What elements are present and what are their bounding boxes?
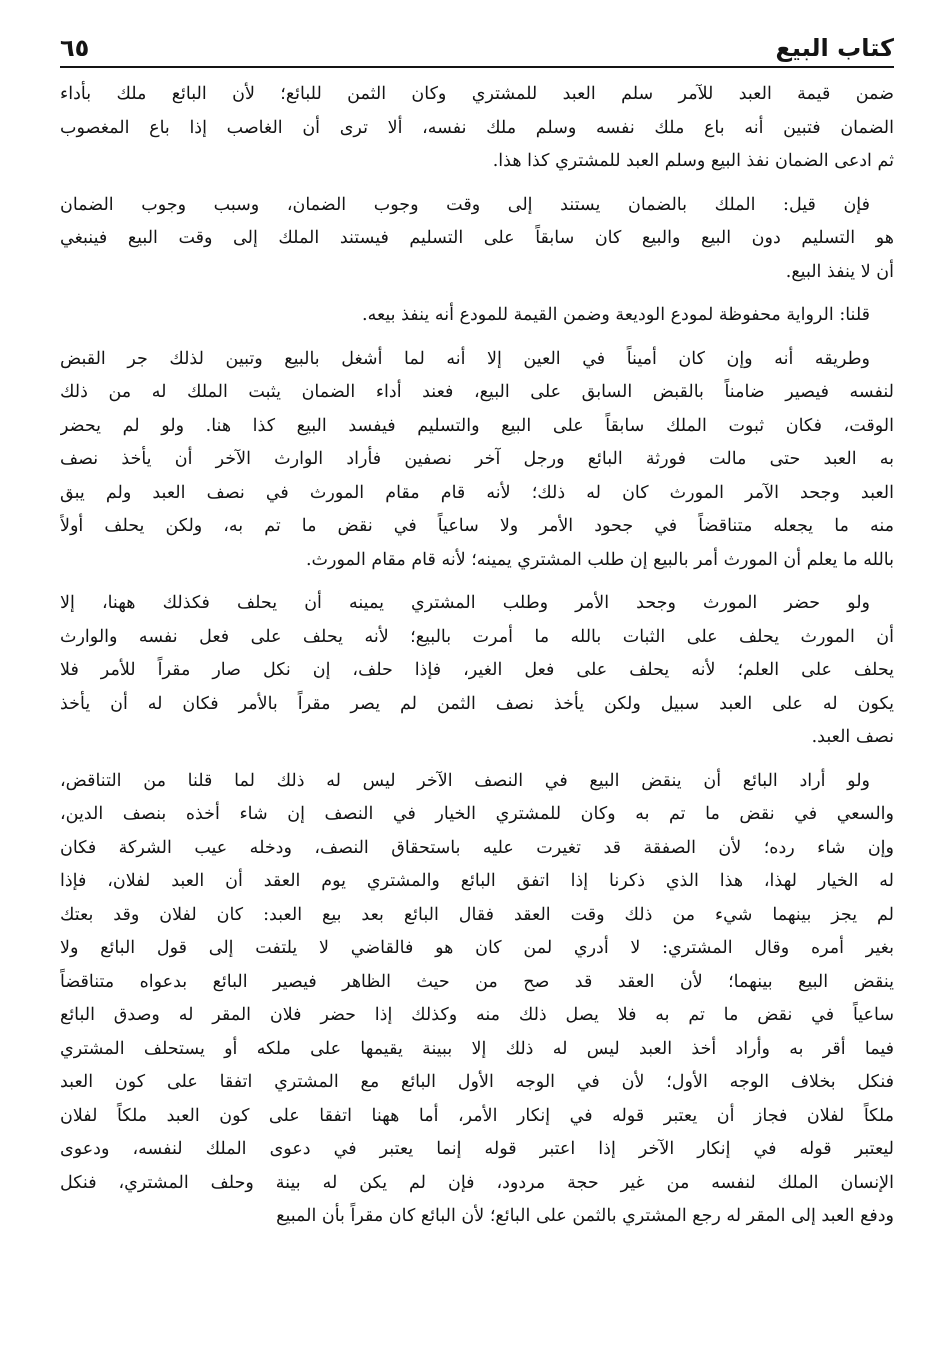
body-text (60, 78, 894, 1234)
text-line: فيما أقر به وأراد أخذ العبد ليس له ذلك إلا ببينة يقيمها على ملكه أو يستحلف المشتري (60, 1038, 894, 1059)
text-line: وطريقه أنه وإن كان أميناً في العين إلا أنه لما أشغل بالبيع وتبين لذلك جر القبض (60, 348, 870, 369)
text-line: يكون له على العبد سبيل ولكن يأخذ نصف الثمن لم يصر مقراً بالأمر فكان له أن يأخذ (60, 693, 894, 714)
text-line: له الخيار لهذا، هذا الذي ذكرنا إذا اتفق البائع والمشتري يوم العقد أن العبد لفلان، فإذا (60, 871, 894, 891)
paragraph (60, 189, 894, 290)
book-title: كتاب البيع (775, 34, 894, 62)
text-line: الإنسان الملك لنفسه من غير حجة مردود، فإن لم يكن له بينة وحلف المشتري، فنكل (60, 1172, 894, 1193)
paragraph (60, 587, 894, 755)
paragraph (60, 343, 894, 578)
text-line: نصف العبد. (811, 727, 894, 747)
text-line: منه ما يجعله متناقضاً في جحود الأمر ولا ساعياً في نقض ما تم به، ولكن يحلف أولاً (60, 516, 894, 536)
page-number: ٦٥ (60, 34, 90, 62)
paragraph (60, 78, 894, 179)
text-line: لنفسه فيصير ضامناً بالقبض السابق على البيع، فعند أداء الضمان يثبت الملك له من ذلك (60, 382, 894, 402)
text-line: العبد وجحد الآمر المورث كان له ذلك؛ لأنه قام مقام المورث في نصف العبد ولم يبق (60, 482, 894, 503)
text-line: فنكل بخلاف الوجه الأول؛ لأن في الوجه الأول البائع مع المشتري اتفقا على كون العبد (60, 1072, 894, 1092)
text-line: ولو أراد البائع أن ينقض البيع في النصف الآخر ليس له ذلك لما قلنا من التناقض، (60, 770, 870, 791)
text-line: والسعي في نقض ما تم به وكان للمشتري الخيار في النصف إن شاء أخذه بنصف الدين، (60, 804, 894, 824)
text-line: ليعتبر قوله في إنكار الآخر إذا اعتبر قوله إنما يعتبر في دعوى الملك لنفسه، ودعوى (60, 1139, 894, 1159)
text-line: أن المورث يحلف على الثبات بالله ما أمرت بالبيع؛ لأنه يحلف على فعل نفسه والوارث (60, 626, 894, 647)
text-line: ثم ادعى الضمان نفذ البيع وسلم العبد للمشتري كذا هذا. (492, 151, 894, 171)
text-line: لم يجز بينهما شيء من ذلك وقت العقد فقال البائع بعد بيع العبد: كان لفلان وقد بعتك (60, 904, 894, 925)
text-line: بغير أمره وقال المشتري: لا أدري لمن كان هو فالقاضي لا يلتفت إلى قول البائع ولا (60, 938, 894, 958)
text-line: ولو حضر المورث وجحد الأمر وطلب المشتري يمينه أن يحلف فكذلك ههنا، إلا (60, 593, 870, 613)
text-line: بالله ما يعلم أن المورث أمر بالبيع إن طلب المشتري يمينه؛ لأنه قام مقام المورث. (305, 549, 894, 570)
text-line: هو التسليم دون البيع والبيع كان سابقاً على التسليم فيستند الملك إلى وقت البيع فينبغي (60, 228, 894, 248)
paragraph (60, 299, 894, 333)
paragraph (60, 765, 894, 1234)
text-line: ملكاً لفلان فجاز أن يعتبر قوله في إنكار الأمر، أما ههنا اتفقا على كون العبد ملكاً لفلان (60, 1105, 894, 1126)
text-line: فإن قيل: الملك بالضمان يستند إلى وقت وجوب الضمان، وسبب وجوب الضمان (60, 194, 870, 215)
text-line: ينقض البيع بينهما؛ لأن العقد قد صح من حيث الظاهر فيصير البائع بدعواه متناقضاً (60, 971, 894, 992)
text-line: الضمان فتبين أنه باع ملك نفسه وسلم ملك نفسه، ألا ترى أن الغاصب إذا باع المغصوب (60, 117, 894, 138)
text-line: ضمن قيمة العبد للآمر سلم العبد للمشتري وكان الثمن للبائع؛ لأن البائع ملك بأداء (60, 84, 894, 104)
text-line: قلنا: الرواية محفوظة لمودع الوديعة وضمن القيمة للمودع أنه ينفذ بيعه. (362, 305, 870, 325)
page-header (60, 22, 894, 62)
text-line: وإن شاء رده؛ لأن الصفقة قد تغيرت عليه باستحقاق النصف، ودخله عيب الشركة فكان (60, 837, 894, 858)
text-line: به العبد حتى مالت فورثة البائع ورجل آخر نصفين فأراد الوارث الآخر أن يأخذ نصف (60, 449, 894, 469)
text-line: الوقت، فكان ثبوت الملك سابقاً على البيع والتسليم فيفسد البيع كذا هنا. ولو لم يحضر (60, 415, 894, 436)
text-line: ودفع العبد إلى المقر له رجع المشتري بالثمن على البائع؛ لأن البائع كان مقراً بأن المبيع (276, 1206, 894, 1226)
text-line: ساعياً في نقض ما تم به فلا يصل ذلك منه وكذلك إذا حضر فلان المقر له وصدق البائع (60, 1005, 894, 1025)
text-line: أن لا ينفذ البيع. (785, 261, 894, 282)
text-line: يحلف على العلم؛ لأنه يحلف على فعل الغير، فإذا حلف، إن نكل صار مقراً للأمر فلا (60, 660, 894, 680)
header-rule (60, 66, 894, 68)
